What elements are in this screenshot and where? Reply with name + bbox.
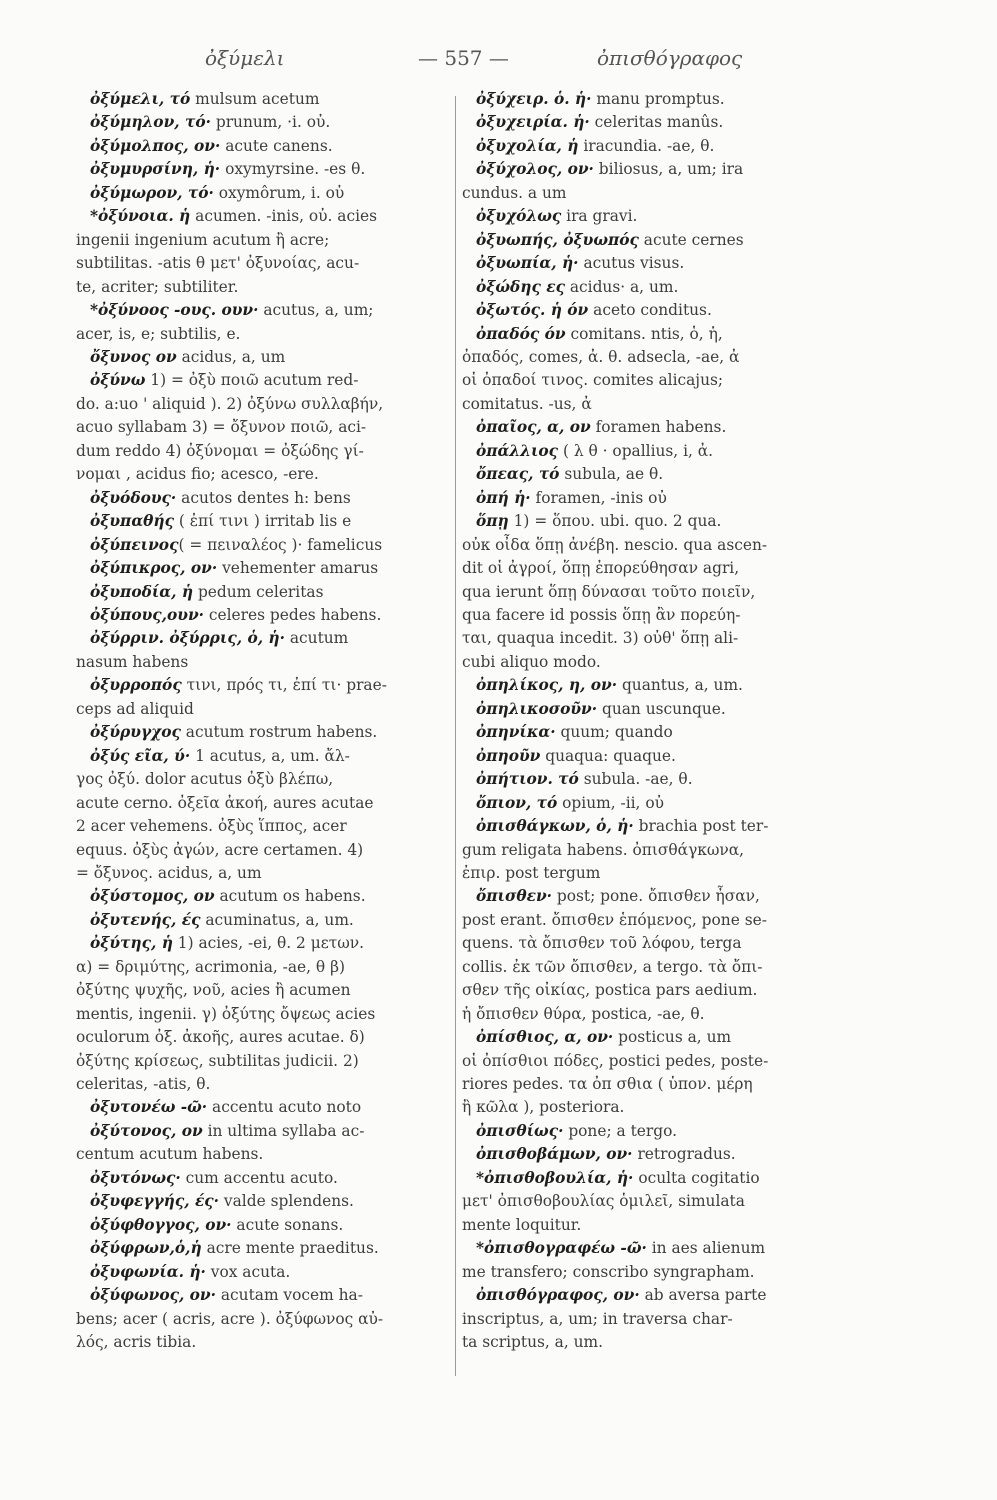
definition-text: acre mente praeditus. [201,1239,379,1258]
entry-line [76,182,446,205]
definition-text: ἡ ὄπισθεν θύρα, postica, -ae, θ. [462,1004,705,1023]
entry-continuation [76,1143,446,1166]
entry-line [462,768,822,791]
definition-text: acute canens. [220,136,333,155]
headword: ὀξυμυρσίνη, ἡ· [90,160,221,179]
headword: ὅπῃ [476,512,509,531]
right-column [462,88,822,1354]
definition-text: accentu acuto noto [207,1098,362,1117]
headword: ὀξύμολπος, ον· [90,136,221,155]
headword: ὀξυτενής, ές [90,910,201,929]
definition-text: quantus, a, um. [617,676,743,695]
left-column [76,88,446,1354]
definition-text: acutum rostrum habens. [180,723,378,742]
entry-continuation [76,393,446,416]
entry-continuation [76,252,446,275]
headword: ὀξύμηλον, τό· [90,113,211,132]
definition-text: οὐκ οἶδα ὅπῃ ἀνέβη. nescio. qua ascen- [462,535,768,554]
definition-text: subula. -ae, θ. [578,770,693,789]
definition-text: σθεν τῆς οἰκίας, postica pars aedium. [462,981,758,1000]
definition-text: celeritas, -atis, θ. [76,1075,211,1094]
definition-text: ceps ad aliquid [76,699,194,718]
entry-line [76,1284,446,1307]
definition-text: comitatus. -us, ἀ [462,394,592,413]
entry-continuation [462,1096,822,1119]
entry-continuation [76,1026,446,1049]
definition-text: subula, ae θ. [559,465,664,484]
headword: ὀξυφεγγής, ές· [90,1192,220,1211]
definition-text: acutam vocem ha- [215,1286,363,1305]
entry-continuation [462,956,822,979]
headword: ὀξύστομος, ον [90,887,215,906]
definition-text: acutus visus. [578,254,685,273]
definition-text: pedum celeritas [193,582,324,601]
definition-text: = ὄξυνος. acidus, a, um [76,863,262,882]
entry-line [462,721,822,744]
headword: ὀξύχειρ. ὁ. ἡ· [476,90,592,108]
definition-text: biliosus, a, um; ira [593,160,744,179]
headword: ὀξύτονος, ον [90,1121,203,1140]
definition-text: α) = δριμύτης, acrimonia, -ae, θ β) [76,957,345,976]
definition-text: celeres pedes habens. [203,605,382,624]
headword: ὄπισθεν· [476,887,552,906]
entry-continuation [462,534,822,557]
definition-text: oculta cogitatio [633,1168,760,1187]
entry-continuation [462,1050,822,1073]
definition-text: qua ierunt ὅπῃ δύνασαι τοῦτο ποιεῖν, [462,582,756,601]
headword: ὀξύπους,ουν· [90,605,204,624]
entry-line [462,205,822,228]
headword: ὀξύτης, ἡ [90,934,173,953]
definition-text: 1) acies, -ei, θ. 2 μετων. [172,934,365,953]
entry-continuation [462,557,822,580]
headword: ὀξυποδία, ἡ [90,582,194,601]
entry-continuation [76,440,446,463]
entry-line [462,1143,822,1166]
entry-line [76,88,446,111]
definition-text: acuminatus, a, um. [200,910,354,929]
headword: ὄξυνος ον [90,347,177,366]
entry-continuation [462,862,822,885]
headword: ὀπισθοβάμων, ον· [476,1145,633,1164]
definition-text: quens. τὰ ὄπισθεν τοῦ λόφου, terga [462,934,742,953]
entry-line [76,111,446,134]
definition-text: prunum, ·i. οὐ. [210,113,331,132]
entry-line [76,627,446,650]
entry-continuation [76,416,446,439]
definition-text: νομαι , acidus fio; acesco, -ere. [76,465,319,484]
column-divider [455,96,456,1376]
entry-line [462,1167,822,1190]
definition-text: dit οἱ ἀγροί, ὅπῃ ἐπορεύθησαν agri, [462,559,740,578]
definition-text: do. a:uo ' aliquid ). 2) ὀξύνω συλλαβήν, [76,394,384,413]
definition-text: in ultima syllaba ac- [202,1121,365,1140]
definition-text: te, acriter; subtiliter. [76,277,239,296]
headword: ὄπιον, τό [476,793,558,812]
entry-line [76,346,446,369]
definition-text: 1 acutus, a, um. ἄλ- [190,746,350,765]
headword: ὀξυτόνως· [90,1168,181,1187]
entry-line [76,745,446,768]
definition-text: retrogradus. [632,1145,736,1164]
right-headword: ὀπισθόγραφος [597,46,743,70]
definition-text: post; pone. ὄπισθεν ἦσαν, [551,887,760,906]
definition-text: ab aversa parte [639,1286,767,1305]
definition-text: acidus, a, um [176,347,286,366]
definition-text: ὀξύτης ψυχῆς, νοῦ, acies ἢ acumen [76,981,351,1000]
definition-text: acidus· a, um. [564,277,679,296]
entry-line [462,252,822,275]
definition-text: nasum habens [76,652,189,671]
entry-continuation [462,1073,822,1096]
entry-continuation [76,1308,446,1331]
headword: ὀξύπεινος [90,535,179,554]
entry-line [76,534,446,557]
entry-line [462,792,822,815]
entry-line [76,1237,446,1260]
headword: ὀξυχολία, ἡ [476,136,579,155]
entry-continuation [76,768,446,791]
headword: ὀπή ἡ· [476,488,531,507]
definition-text: acute sonans. [231,1215,344,1234]
definition-text: equus. ὀξὺς ἀγών, acre certamen. 4) [76,840,364,859]
entry-line [462,299,822,322]
entry-continuation [76,792,446,815]
definition-text: ( ἐπί τινι ) irritab lis e [174,512,352,531]
headword: ὀξυχειρία. ἡ· [476,113,590,132]
headword: *ὀξύνοια. ἡ [90,207,191,226]
entry-continuation [76,651,446,674]
definition-text: manu promptus. [591,90,725,108]
definition-text: οἱ ὀπαδοί τινος. comites alicajus; [462,371,724,390]
headword: ὀπισθάγκων, ὁ, ἡ· [476,817,634,836]
definition-text: pone; a tergo. [563,1121,677,1140]
headword: ὀξύς εῖα, ύ· [90,746,191,765]
definition-text: opium, -ii, οὐ [557,793,664,812]
entry-continuation [76,956,446,979]
entry-continuation [462,651,822,674]
entry-continuation [76,698,446,721]
entry-continuation [462,1190,822,1213]
running-head [0,42,997,72]
definition-text: vox acuta. [205,1262,291,1281]
entry-continuation [462,1261,822,1284]
definition-text: iracundia. -ae, θ. [578,136,715,155]
definition-text: λός, acris tibia. [76,1333,197,1352]
entry-continuation [462,932,822,955]
headword: ὀπήτιον. τό [476,770,579,789]
headword: ὀξύφθογγος, ον· [90,1215,232,1234]
entry-line [76,721,446,744]
headword: ὀξύνω [90,371,146,390]
headword: ὀξύπικρος, ον· [90,559,218,578]
entry-line [462,1237,822,1260]
definition-text: ingenii ingenium acutum ἢ acre; [76,230,330,249]
entry-line [462,674,822,697]
headword: ὀπισθόγραφος, ον· [476,1286,640,1305]
entry-line [76,885,446,908]
headword: ὀξώδης ες [476,277,565,296]
entry-line [462,510,822,533]
entry-line [76,932,446,955]
headword: ὀπηοῦν [476,746,541,765]
headword: ὀξυωπία, ἡ· [476,254,579,273]
headword: ὀξύμωρον, τό· [90,183,214,202]
headword: ὀξωτός. ἡ όν [476,301,589,320]
definition-text: ἢ κῶλα ), posteriora. [462,1098,625,1117]
definition-text: cundus. a um [462,183,567,202]
definition-text: acuo syllabam 3) = ὄξυνον ποιῶ, aci- [76,418,367,437]
definition-text: μετ' ὀπισθοβουλίας ὁμιλεῖ, simulata [462,1192,745,1211]
entry-continuation [462,581,822,604]
definition-text: ται, quaqua incedit. 3) οὐθ' ὅπῃ ali- [462,629,739,648]
definition-text: mulsum acetum [190,90,320,108]
definition-text: mentis, ingenii. γ) ὀξύτης ὄψεως acies [76,1004,376,1023]
definition-text: posticus a, um [613,1028,732,1047]
definition-text: quaqua: quaque. [540,746,676,765]
entry-line [462,745,822,768]
definition-text: gum religata habens. ὀπισθάγκωνα, [462,840,745,859]
definition-text: cum accentu acuto. [180,1168,338,1187]
headword: ὀξυχόλως [476,207,562,226]
entry-continuation [76,463,446,486]
entry-line [462,229,822,252]
headword: ὀξύφρων,ὁ,ἡ [90,1239,202,1258]
definition-text: 1) = ὅπου. ubi. quo. 2 qua. [508,512,722,531]
definition-text: acutum os habens. [214,887,366,906]
page-number: — 557 — [418,46,509,70]
entry-line [76,674,446,697]
headword: ὀπίσθιος, α, ον· [476,1028,614,1047]
entry-line [76,1120,446,1143]
headword: ὀξυπαθής [90,512,174,531]
left-headword: ὀξύμελι [205,46,285,70]
definition-text: ( λ θ · opallius, i, ἀ. [558,441,714,460]
entry-line [76,909,446,932]
entry-line [76,1214,446,1237]
entry-line [76,158,446,181]
definition-text: quum; quando [555,723,673,742]
definition-text: in aes alienum [646,1239,766,1258]
definition-text: ὀπαδός, comes, ἀ. θ. adsecla, -ae, ἀ [462,347,740,366]
definition-text: centum acutum habens. [76,1145,264,1164]
definition-text: acutum [284,629,349,648]
definition-text: aceto conditus. [588,301,712,320]
entry-continuation [462,1331,822,1354]
headword: ὀξυρροπός [90,676,182,695]
headword: ὀξυωπής, ὀξυωπός [476,230,639,249]
definition-text: mente loquitur. [462,1215,582,1234]
entry-line [462,463,822,486]
entry-continuation [462,1214,822,1237]
headword: ὀπάλλιος [476,441,559,460]
entry-line [462,416,822,439]
definition-text: ta scriptus, a, um. [462,1333,604,1352]
definition-text: 1) = ὀξὺ ποιῶ acutum red- [145,371,359,390]
entry-line [462,1026,822,1049]
headword: ὀξύχολος, ον· [476,160,594,179]
definition-text: acer, is, e; subtilis, e. [76,324,241,343]
definition-text: ἐπιρ. post tergum [462,863,601,882]
entry-line [76,604,446,627]
entry-continuation [76,1050,446,1073]
entry-line [462,88,822,111]
entry-continuation [76,323,446,346]
entry-line [76,510,446,533]
definition-text: acute cernes [638,230,744,249]
entry-line [462,1120,822,1143]
entry-continuation [76,1073,446,1096]
entry-line [462,885,822,908]
definition-text: comitans. ntis, ὁ, ἡ, [565,324,723,343]
entry-line [462,815,822,838]
entry-continuation [462,839,822,862]
entry-line [462,158,822,181]
entry-line [76,369,446,392]
definition-text: acute cerno. ὀξεῖα ἀκοή, aures acutae [76,793,374,812]
entry-line [76,1261,446,1284]
entry-line [76,1190,446,1213]
entry-line [76,487,446,510]
entry-continuation [462,909,822,932]
definition-text: valde splendens. [219,1192,354,1211]
definition-text: ( = πειναλέος )· famelicus [178,535,383,554]
entry-continuation [462,604,822,627]
entry-line [462,698,822,721]
entry-continuation [462,393,822,416]
entry-line [76,205,446,228]
definition-text: oxymôrum, i. οὐ [213,183,345,202]
definition-text: γος ὀξύ. dolor acutus ὀξὺ βλέπω, [76,770,334,789]
definition-text: vehementer amarus [217,559,379,578]
headword: ὄπεας, τό [476,465,560,484]
headword: ὀξύρριν. ὀξύρρις, ὁ, ἡ· [90,629,285,648]
definition-text: quan uscunque. [597,699,726,718]
entry-line [462,135,822,158]
headword: ὀξυφωνία. ἡ· [90,1262,206,1281]
entry-continuation [462,346,822,369]
definition-text: foramen, -inis οὐ [530,488,667,507]
definition-text: acumen. -inis, οὐ. acies [190,207,378,226]
entry-continuation [462,1308,822,1331]
definition-text: inscriptus, a, um; in traversa char- [462,1309,733,1328]
definition-text: oxymyrsine. -es θ. [220,160,366,179]
entry-line [76,1096,446,1119]
definition-text: celeritas manûs. [589,113,724,132]
entry-line [76,1167,446,1190]
headword: ὀπηνίκα· [476,723,556,742]
headword: ὀξύφωνος, ον· [90,1286,216,1305]
definition-text: oculorum ὀξ. ἀκοῆς, aures acutae. δ) [76,1028,365,1047]
definition-text: ira gravi. [561,207,638,226]
entry-continuation [76,862,446,885]
headword: ὀπηλίκος, η, ον· [476,676,618,695]
definition-text: τινι, πρός τι, ἐπί τι· prae- [181,676,387,695]
entry-continuation [76,979,446,1002]
headword: *ὀξύνοος -ους. ουν· [90,301,259,320]
entry-continuation [462,979,822,1002]
definition-text: cubi aliquo modo. [462,652,601,671]
entry-continuation [76,839,446,862]
entry-line [462,1284,822,1307]
entry-line [76,299,446,322]
entry-line [462,440,822,463]
definition-text: οἱ ὀπίσθιοι πόδες, postici pedes, poste- [462,1051,769,1070]
headword: *ὀπισθογραφέω -ῶ· [476,1239,647,1258]
definition-text: ὀξύτης κρίσεως, subtilitas judicii. 2) [76,1051,359,1070]
headword: ὀπισθίως· [476,1121,564,1140]
entry-continuation [76,229,446,252]
entry-line [76,557,446,580]
definition-text: foramen habens. [590,418,727,437]
headword: ὀξυόδους· [90,488,177,507]
headword: ὀξύρυγχος [90,723,181,742]
entry-continuation [76,1331,446,1354]
definition-text: dum reddo 4) ὀξύνομαι = ὀξώδης γί- [76,441,364,460]
headword: ὀξύμελι, τό [90,90,191,108]
entry-line [462,323,822,346]
definition-text: me transfero; conscribo syngrapham. [462,1262,755,1281]
definition-text: bens; acer ( acris, acre ). ὀξύφωνος αὐ- [76,1309,384,1328]
headword: ὀπηλικοσοῦν· [476,699,598,718]
headword: ὀξυτονέω -ῶ· [90,1098,208,1117]
entry-continuation [76,1003,446,1026]
definition-text: brachia post ter- [633,817,769,836]
definition-text: 2 acer vehemens. ὀξὺς ἵππος, acer [76,817,347,836]
entry-continuation [462,627,822,650]
entry-continuation [76,276,446,299]
headword: ὀπαῖος, α, ον [476,418,591,437]
definition-text: acutus, a, um; [258,301,374,320]
definition-text: collis. ἐκ τῶν ὄπισθεν, a tergo. τὰ ὄπι- [462,957,763,976]
definition-text: riores pedes. τα ὀπ σθια ( ὑπον. μέρη [462,1075,753,1094]
entry-continuation [76,815,446,838]
entry-continuation [462,1003,822,1026]
entry-line [76,581,446,604]
definition-text: qua facere id possis ὅπῃ ἂν πορεύη- [462,605,741,624]
entry-line [462,276,822,299]
entry-line [462,111,822,134]
definition-text: acutos dentes h: bens [176,488,351,507]
entry-line [462,487,822,510]
definition-text: subtilitas. -atis θ μετ' ὀξυνοίας, acu- [76,254,360,273]
entry-line [76,135,446,158]
definition-text: post erant. ὄπισθεν ἑπόμενος, pone se- [462,910,767,929]
entry-continuation [462,182,822,205]
headword: ὀπαδός όν [476,324,566,343]
entry-continuation [462,369,822,392]
headword: *ὀπισθοβουλία, ἡ· [476,1168,634,1187]
